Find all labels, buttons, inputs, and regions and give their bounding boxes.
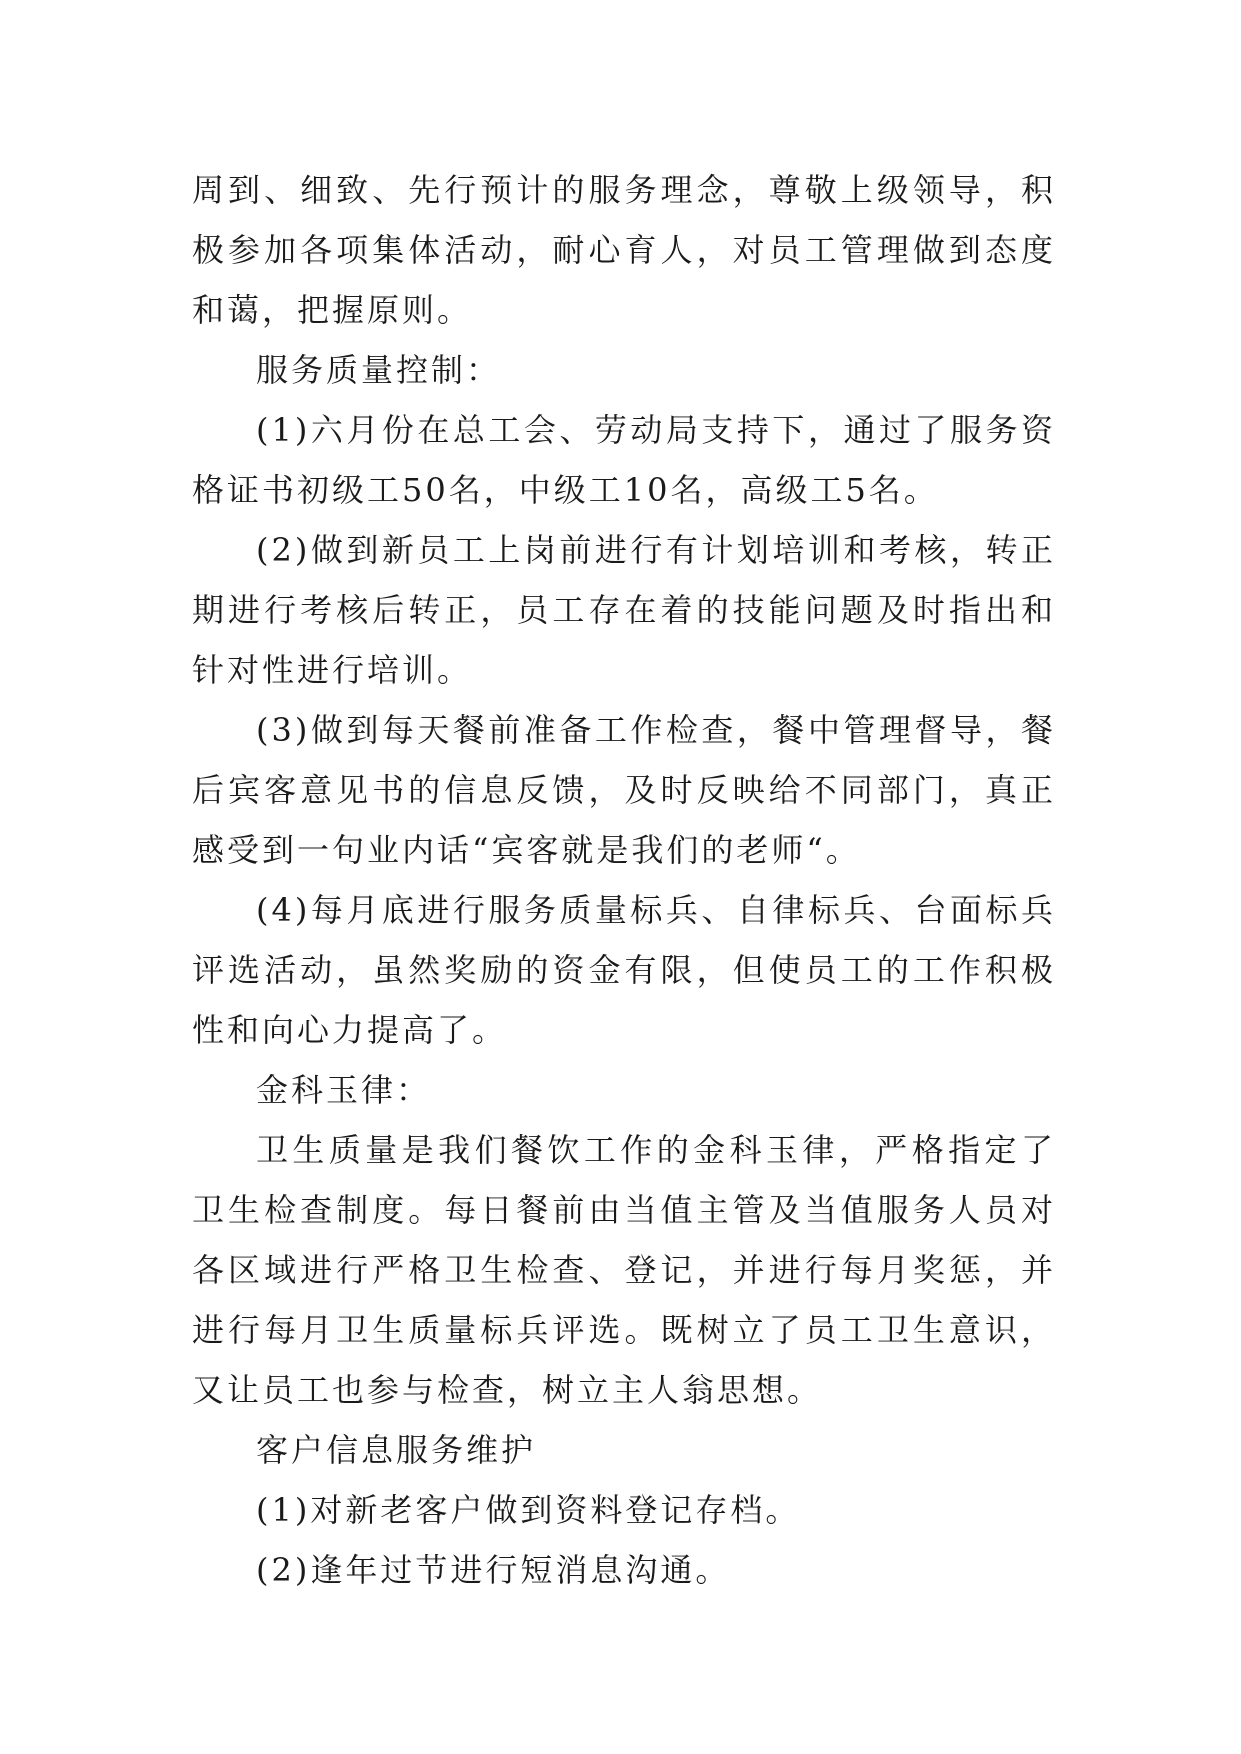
paragraph-hygiene-quality: 卫生质量是我们餐饮工作的金科玉律，严格指定了卫生检查制度。每日餐前由当值主管及当值服务人员对各区域进行严格卫生检查、登记，并进行每月奖惩，并进行每月卫生质量标兵评选。既树立了员工卫生意识，又让员工也参与检查，树立主人翁思想。	[192, 1131, 1056, 1409]
paragraph-item-3-inspection: (3)做到每天餐前准备工作检查，餐中管理督导，餐后宾客意见书的信息反馈，及时反映给不同部门，真正感受到一句业内话“宾客就是我们的老师“。	[192, 711, 1056, 869]
paragraph-customer-item-1: (1)对新老客户做到资料登记存档。	[256, 1491, 801, 1529]
paragraph-item-2-training: (2)做到新员工上岗前进行有计划培训和考核，转正期进行考核后转正，员工存在着的技能问题及时指出和针对性进行培训。	[192, 531, 1056, 689]
paragraph-item-4-awards: (4)每月底进行服务质量标兵、自律标兵、台面标兵评选活动，虽然奖励的资金有限，但使员工的工作积极性和向心力提高了。	[192, 891, 1056, 1049]
paragraph-item-1-certification: (1)六月份在总工会、劳动局支持下，通过了服务资格证书初级工50名，中级工10名，高级工5名。	[192, 411, 1056, 509]
heading-golden-rule: 金科玉律：	[256, 1071, 432, 1109]
heading-customer-info-service: 客户信息服务维护	[256, 1431, 537, 1469]
document-body	[192, 160, 1056, 1600]
paragraph-service-philosophy: 周到、细致、先行预计的服务理念，尊敬上级领导，积极参加各项集体活动，耐心育人，对员工管理做到态度和蔼，把握原则。	[192, 171, 1056, 329]
heading-service-quality-control: 服务质量控制：	[256, 351, 502, 389]
paragraph-customer-item-2: (2)逢年过节进行短消息沟通。	[256, 1551, 731, 1589]
